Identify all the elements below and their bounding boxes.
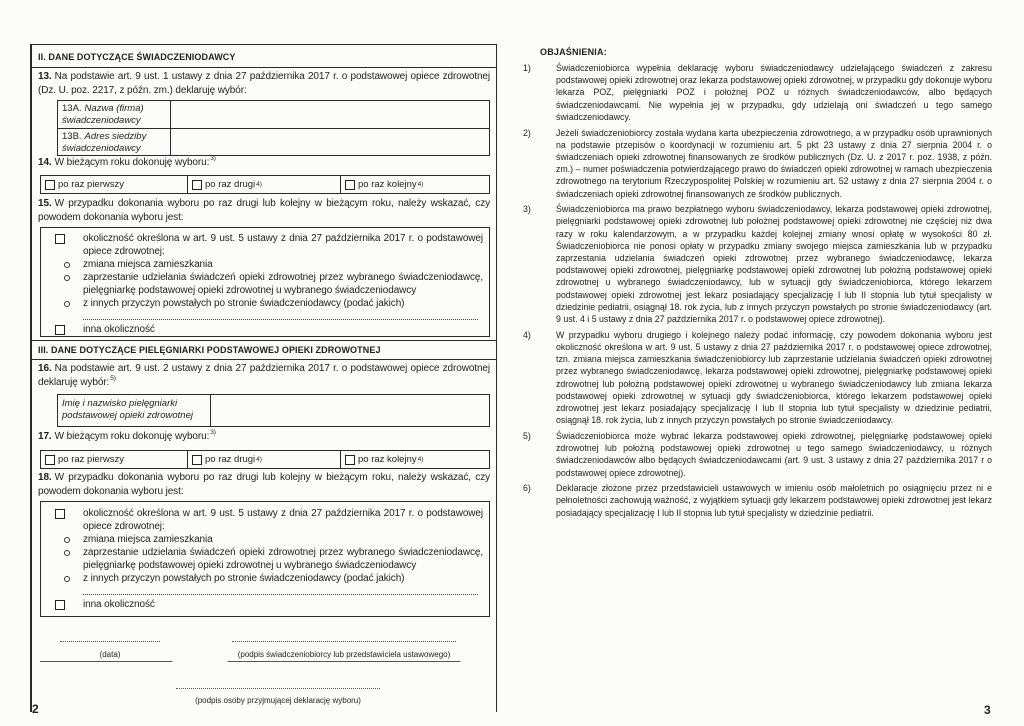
q14-option-first-label: po raz pierwszy — [58, 179, 124, 190]
note-number: 3) — [523, 204, 531, 215]
question-16 — [38, 362, 490, 390]
field-13b-label — [58, 129, 171, 156]
note-text: W przypadku wyboru drugiego i kolejnego należy podać informację, czy powodem dokonania wyboru jest okoliczność określona w art. 9 ust. 5 ustawy z dnia 27 października 2017 r. o podstawowej opiece zdrowotnej, tzn. zmiana miejsca zamieszkania świadczeniobiorcy lub zaprzestanie udzielania świadczeń opieki zdrowotnej przez wybranego świadczeniodawcę, lekarza podstawowej opieki zdrowotnej, pielęgniarkę podstawowej opieki zdrowotnej lub położną podstawowej opieki zdrowotnej u wybranego świadczeniodawcy lub zmiana lekarza podstawowej opieki zdrowotnej w sytuacji gdy świadczeniobiorca, którego lekarzem podstawowej opieki zdrowotnej jest lekarz posiadający specjalizację I lub II stopnia lub tytuł specjalisty w dziedzinie pediatrii, osiągnął 18. rok życia, lub z innych przyczyn powstałych po stronie świadczeniodawcy. — [556, 329, 992, 426]
provider-address-field[interactable] — [171, 129, 489, 156]
question-18 — [38, 471, 490, 499]
q17-option-next-label: po raz kolejny — [358, 454, 417, 465]
q18-sub-reason — [41, 533, 489, 546]
list-item — [520, 482, 992, 519]
question-13 — [38, 70, 490, 98]
q15-sub-reason-text: zaprzestanie udzielania świadczeń opieki zdrowotnej przez wybranego świadczeniodawcę, pielęgniarkę podstawowej opieki zdrowotnej u wybranego świadczeniodawcy — [83, 272, 483, 296]
q17-option-first[interactable] — [41, 451, 188, 468]
left-page-number: 2 — [32, 702, 39, 716]
question-14-number: 14. — [38, 157, 52, 168]
explanations-title: OBJAŚNIENIA: — [540, 47, 607, 57]
question-13-number: 13. — [38, 71, 52, 82]
q18-other-reason-entry[interactable] — [41, 585, 489, 598]
question-14-footnote: 3) — [210, 155, 216, 162]
checkbox[interactable] — [192, 455, 202, 465]
nurse-name-field[interactable] — [211, 395, 489, 426]
q18-sub-reason-text: zmiana miejsca zamieszkania — [83, 534, 213, 545]
list-item — [520, 203, 992, 325]
question-17 — [38, 430, 490, 444]
circle-bullet-icon — [64, 576, 70, 582]
section-ii-top-rule — [30, 44, 497, 45]
question-18-text: W przypadku dokonania wyboru po raz drugi lub kolejny w bieżącym roku, należy wskazać, czy powodem dokonania wyboru jest: — [38, 472, 490, 497]
note-number: 5) — [523, 430, 531, 441]
q15-other-reason-entry[interactable] — [41, 310, 489, 323]
question-13-text: Na podstawie art. 9 ust. 1 ustawy z dnia 27 października 2017 r. o podstawowej opiece zdrowotnej (Dz. U. poz. 2217, z późn. zm.) deklaruję wybór: — [38, 71, 490, 96]
note-text: Jeżeli świadczeniobiorcy została wydana karta ubezpieczenia zdrowotnego, a w przypadku osób uprawnionych na podstawie przepisów o koordynacji w rozumieniu art. 5 pkt 23 ustawy z dnia 27 sierpnia 2004 r. o świadczeniach opieki zdrowotnej finansowanych ze środków publicznych (Dz. U. z 2017 r. poz. 1938, z późn. zm.) – numer poświadczenia potwierdzającego prawo do świadczeń opieki zdrowotnej w ramach ubezpieczenia zdrowotnego na terytorium Rzeczypospolitej Polskiej w rozumieniu art. 52 ustawy z dnia 27 sierpnia 2004 r. o świadczeniach opieki zdrowotnej finansowanych ze środków publicznych. — [556, 127, 992, 199]
field-13a-label-text: Nazwa (firma) świadczeniodawcy — [62, 103, 144, 126]
note-text: Świadczeniobiorca ma prawo bezpłatnego wyboru świadczeniodawcy, lekarza podstawowej opieki zdrowotnej, pielęgniarki podstawowej opieki zdrowotnej lub położnej podstawowej opieki zdrowotnej nie częściej niż dwa razy w roku kalendarzowym, a w przypadku każdej kolejnej zmiany wnosi opłatę w wysokości 80 zł. Świadczeniobiorca nie ponosi opłaty w przypadku zmiany swojego miejsca zamieszkania lub w przypadku zaprzestania udzielania świadczeń opieki zdrowotnej przez wybranego świadczeniodawcę, lekarza podstawowej opieki zdrowotnej, pielęgniarkę podstawowej opieki zdrowotnej lub położną podstawowej opieki zdrowotnej u wybranego świadczeniodawcy, lub w sytuacji gdy świadczeniobiorca, którego lekarzem podstawowej opieki zdrowotnej jest lekarz posiadający specjalizację I lub II stopnia lub tytuł specjalisty w dziedzinie pediatrii, osiągnął 18. rok życia, lub z innych przyczyn powstałych po stronie świadczeniodawcy (art. 9 ust. 4 i 5 ustawy z dnia 27 października 2017 r. o podstawowej opiece zdrowotnej). — [556, 204, 992, 325]
receiver-signature-line[interactable] — [176, 688, 380, 689]
left-page-left-border — [30, 44, 32, 712]
question-17-number: 17. — [38, 431, 52, 442]
date-underline — [40, 661, 172, 662]
question-16-footnote: 5) — [110, 375, 116, 382]
patient-signature-line[interactable] — [232, 641, 456, 642]
q18-reason-other[interactable] — [41, 598, 489, 611]
field-13b-number: 13B. — [62, 131, 82, 142]
list-item — [520, 329, 992, 427]
circle-bullet-icon — [64, 275, 70, 281]
q17-choice-row — [40, 450, 490, 469]
q15-reasons-box — [40, 227, 490, 337]
q15-reason-statutory-label: okoliczność określona w art. 9 ust. 5 ustawy z dnia 27 października 2017 r. o podstawowej opiece zdrowotnej: — [83, 233, 483, 257]
provider-fields-box — [57, 100, 490, 156]
checkbox[interactable] — [55, 234, 65, 244]
list-item — [520, 127, 992, 200]
right-page-number: 3 — [984, 703, 991, 717]
note-text: Świadczeniobiorca może wybrać lekarza podstawowej opieki zdrowotnej, pielęgniarkę podstawowej opieki zdrowotnej lub położną podstawowej opieki zdrowotnej u tego samego świadczeniodawcy, u różnych świadczeniodawców albo będących świadczeniodawcami (art. 9 ust. 3 ustawy z dnia 27 października 2017 r o podstawowej opiece zdrowotnej). — [556, 430, 992, 478]
field-13a-label — [58, 101, 171, 129]
q17-option-next[interactable]: po raz kolejny 4) — [341, 451, 489, 468]
q18-sub-reason-text: z innych przyczyn powstałych po stronie świadczeniodawcy (podać jakich) — [83, 573, 405, 584]
q14-option-second[interactable]: po raz drugi 4) — [188, 176, 341, 193]
checkbox[interactable] — [345, 180, 355, 190]
list-item — [520, 430, 992, 479]
explanations-list — [520, 62, 992, 522]
question-15-number: 15. — [38, 198, 52, 209]
dotted-line — [83, 594, 478, 595]
question-16-text: Na podstawie art. 9 ust. 2 ustawy z dnia 27 października 2017 r. o podstawowej opiece zdrowotnej deklaruję wybór: — [38, 363, 490, 388]
patient-signature-label: (podpis świadczeniobiorcy lub przedstawiciela ustawowego) — [237, 650, 451, 659]
q18-reason-other-label: inna okoliczność — [83, 599, 155, 610]
q14-option-next[interactable]: po raz kolejny 4) — [341, 176, 489, 193]
q15-sub-reason-text: zmiana miejsca zamieszkania — [83, 259, 213, 270]
question-17-text: W bieżącym roku dokonuję wyboru: — [54, 431, 210, 442]
nurse-field-label-text: Imię i nazwisko pielęgniarki podstawowej opieki zdrowotnej — [62, 398, 193, 421]
circle-bullet-icon — [64, 262, 70, 268]
note-number: 2) — [523, 127, 531, 138]
date-line[interactable] — [60, 641, 160, 642]
q15-sub-reason-text: z innych przyczyn powstałych po stronie świadczeniodawcy (podać jakich) — [83, 298, 405, 309]
q15-sub-reason — [41, 271, 489, 297]
q18-reason-statutory[interactable] — [41, 507, 489, 533]
nurse-field-box — [57, 394, 490, 427]
question-17-footnote: 3) — [210, 429, 216, 436]
left-page-right-border — [496, 44, 497, 712]
q14-option-second-label: po raz drugi — [205, 179, 256, 190]
checkbox[interactable] — [345, 455, 355, 465]
q17-option-first-label: po raz pierwszy — [58, 454, 124, 465]
q14-option-first[interactable] — [41, 176, 188, 193]
note-text: Świadczeniobiorca wypełnia deklarację wyboru świadczeniodawcy udzielającego świadczeń z zakresu podstawowej opieki zdrowotnej oraz lekarza podstawowej opieki zdrowotnej, w przypadku gdy dokonuje wyboru lekarza POZ, pielęgniarki POZ i położnej POZ u różnych świadczeniodawców, albo będących świadczeniodawcami. Nie wypełnia jej w przypadku, gdy udzielają oni świadczeń u tego samego świadczeniodawcy. — [556, 63, 992, 122]
dotted-line — [83, 319, 478, 320]
section-ii-bottom-rule — [30, 67, 497, 68]
nurse-field-label — [58, 395, 211, 426]
field-13a-number: 13A. — [62, 103, 82, 114]
question-16-number: 16. — [38, 363, 52, 374]
receiver-signature-label: (podpis osoby przyjmującej deklarację wyboru) — [195, 696, 361, 705]
question-15 — [38, 197, 490, 225]
q15-sub-reason — [41, 258, 489, 271]
q15-reason-other-label: inna okoliczność — [83, 324, 155, 335]
question-14-text: W bieżącym roku dokonuję wyboru: — [54, 157, 210, 168]
note-number: 6) — [523, 483, 531, 494]
list-item — [520, 62, 992, 123]
note-number: 4) — [523, 329, 531, 340]
q18-sub-reason — [41, 546, 489, 572]
section-iii-top-rule — [30, 340, 497, 341]
checkbox[interactable] — [55, 509, 65, 519]
field-13b-label-text: Adres siedziby świadczeniodawcy — [62, 131, 147, 154]
checkbox[interactable] — [45, 455, 55, 465]
section-ii-title: II. DANE DOTYCZĄCE ŚWIADCZENIODAWCY — [38, 52, 236, 62]
q18-reason-statutory-label: okoliczność określona w art. 9 ust. 5 ustawy z dnia 27 października 2017 r. o podstawowej opiece zdrowotnej: — [83, 508, 483, 532]
circle-bullet-icon — [64, 550, 70, 556]
patient-signature-underline — [228, 661, 460, 662]
q15-reason-statutory[interactable] — [41, 232, 489, 258]
checkbox[interactable] — [55, 325, 65, 335]
section-iii-title: III. DANE DOTYCZĄCE PIELĘGNIARKI PODSTAWOWEJ OPIEKI ZDROWOTNEJ — [38, 345, 381, 355]
q14-option-next-label: po raz kolejny — [358, 179, 417, 190]
q14-choice-row — [40, 175, 490, 194]
question-18-number: 18. — [38, 472, 52, 483]
q18-sub-reason-text: zaprzestanie udzielania świadczeń opieki zdrowotnej przez wybranego świadczeniodawcę, pielęgniarkę podstawowej opieki zdrowotnej u wybranego świadczeniodawcy — [83, 547, 483, 571]
date-label: (data) — [99, 650, 121, 659]
circle-bullet-icon — [64, 537, 70, 543]
checkbox[interactable] — [45, 180, 55, 190]
provider-name-field[interactable] — [171, 101, 489, 129]
q17-option-second[interactable]: po raz drugi 4) — [188, 451, 341, 468]
note-number: 1) — [523, 63, 531, 73]
question-15-text: W przypadku dokonania wyboru po raz drugi lub kolejny w bieżącym roku, należy wskazać, czy powodem dokonania wyboru jest: — [38, 198, 490, 223]
checkbox[interactable] — [192, 180, 202, 190]
q18-sub-reason — [41, 572, 489, 585]
section-iii-bottom-rule — [30, 359, 497, 360]
question-14 — [38, 156, 490, 170]
q18-reasons-box — [40, 501, 490, 617]
checkbox[interactable] — [55, 600, 65, 610]
q15-reason-other[interactable] — [41, 323, 489, 336]
q17-option-second-label: po raz drugi — [205, 454, 256, 465]
circle-bullet-icon — [64, 301, 70, 307]
note-text: Deklaracje złożone przez przedstawicieli ustawowych w imieniu osób małoletnich po osiągnięciu przez ni e pełnoletności zachowują ważność, z wyjątkiem sytuacji gdy lekarzem podstawowej opieki zdrowotnej jest lekarz posiadający specjalizację I lub II stopnia lub tytuł specjalisty w dziedzinie pediatrii. — [556, 483, 992, 518]
q15-sub-reason — [41, 297, 489, 310]
